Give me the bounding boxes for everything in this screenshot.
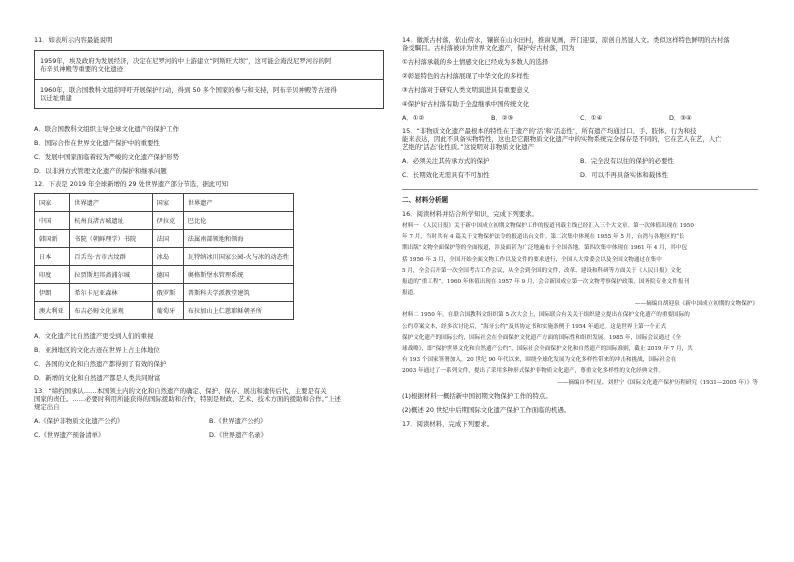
- q15-option-d: D．可以不再具备实体和载体性: [580, 171, 668, 179]
- q15-option-c: C．长期效化无需具有不可加性: [402, 171, 490, 179]
- q11-option-a: A．联合国教科文组织主导全球文化遗产的保护工作: [34, 125, 179, 133]
- q14-line-2: 备受瞩目。古村落被评为世界文化遗产，保护好古村落，因为: [402, 44, 575, 52]
- q14-option-a: A．①②: [402, 114, 425, 122]
- q13-options-row-2: [34, 431, 384, 439]
- q16-question-1: (1)根据材料一概括新中国初期文物保护工作的特点。: [402, 391, 552, 400]
- q14-item-3: ③古村落对于研究人类文明演进具有重要意义: [402, 86, 530, 94]
- q15-options-row-1: [402, 157, 758, 165]
- q14-item-2: ②彰显特色的古村落展现了中华文化的多样性: [402, 72, 530, 80]
- q15-options-row-2: [402, 171, 758, 179]
- q15-line-3: 艺绝的‘活态’化性质。”这说明对非物质文化遗产: [402, 143, 534, 151]
- right-column: [402, 36, 758, 428]
- q14-item-4: ④保护好古村落有助于全盘继承中国传统文化: [402, 100, 530, 108]
- table-row: 澳大利亚 布吉必姆文化景观 葡萄牙 布拉加山上仁慈耶稣朝圣所: [35, 302, 294, 320]
- table-row: 印度 拉贾斯坦邦斋浦尔城 德国 奥格斯堡水管理系统: [35, 266, 294, 284]
- left-column: [34, 36, 384, 439]
- q16-material-2-line: 材料二 1950 年，在联合国教科文组织第 5 次大会上，国际联合有关关于组织建立提出在保护文化遗产的重要国际的: [402, 312, 690, 319]
- q11-table: [34, 50, 384, 109]
- q16-source-1: ——摘编自胡迎泉《新中国成立初期的文物保护》: [634, 301, 758, 308]
- q14-option-d: D．③④: [669, 114, 692, 122]
- q14-line-1: 14．徽派古村落，依山傍水，镶嵌在山水田村，推窗见画，开门迎景，原创自然显人文。类似这样特色鲜明的古村落: [402, 36, 730, 44]
- q11-stem: 11．如表所示内容最能说明: [34, 36, 113, 44]
- q15-option-a: A．必须关注其传承方式的保护: [402, 157, 490, 165]
- table-row: 韩国新 书院（朝鲜理学）书院 法国 法属南部领地和领海: [35, 230, 294, 248]
- q13-options-row-1: [34, 417, 384, 425]
- q15-line-1: 15．“非物质文化遗产最根本的特性在于遗产的‘活’和‘活态性’，所有遗产均通过口、手、肢体、行为和技: [402, 127, 697, 135]
- table-row: 日本 百舌鸟·古市古坟群 冰岛 瓦特纳冰川国家公园-火与冰的动态性: [35, 248, 294, 266]
- q12-option-a: A．文化遗产比自然遗产更受到人们的重视: [34, 332, 154, 340]
- q16-material-1-line: 材料一 《人民日报》关于新中国成立初期文物保护工作的报道刊载主线已经汇入三个大文章。第一次体值出现在 1950: [402, 223, 694, 229]
- table-row: 中国 杭州良渚古城遗址 伊拉克 巴比伦: [35, 212, 294, 230]
- table-row: [35, 80, 384, 109]
- q16-stem: 16．阅读材料并结合所学知识，完成下列要求。: [402, 210, 538, 218]
- q14-option-c: C．①④: [580, 114, 603, 122]
- q14-options: [402, 114, 758, 122]
- q16-material-2-line: 公约草案文本，经多次讨论后，“海牙公约”及其协定书和实施条例于 1954 年通过。这是世界上第一个正式: [402, 323, 667, 330]
- q12-option-c: C．各国的文化和自然遗产都得到了有效的保护: [34, 360, 167, 368]
- q13-option-a: A.《保护非物质文化遗产公约》: [34, 417, 124, 425]
- q12-stem: 12．下表是 2019 年全球新增的 29 处世界遗产部分节选，据此可知: [34, 180, 229, 188]
- q11-option-c: C．发展中国家面临着较为严峻的文化遗产保护形势: [34, 153, 180, 161]
- q16-material-1-line: 5 月，全会召开第一次全国考古工作会议，从全会到全国的文件，改革、建设和科研等方面关于《人民日报》文化: [402, 267, 682, 274]
- q11-option-b: B．国际合作在世界文化遗产保护中的重要性: [34, 139, 160, 147]
- table-row: 伊朗 希尔卡尼亚森林 俄罗斯 普斯科夫学派教堂建筑: [35, 284, 294, 302]
- q16-material-1-line: 报道的“重工程”。1960 年体值出现在 1957 年 9 月，会合新国成立第一次文物考察保护政策，国务院专业文件报刊: [402, 279, 690, 286]
- q14-option-b: B．②③: [491, 114, 514, 122]
- section-divider: [402, 189, 758, 190]
- q13-line-2: 国家的责任。……必要时利用所能获得的国际援助和合作，特别是财政、艺术、技术方面的援助和合作。”上述: [34, 395, 341, 403]
- q13-option-d: D.《世界遗产名录》: [209, 431, 268, 439]
- q12-option-d: D．新增的文化和自然遗产都是人类共同财富: [34, 374, 161, 382]
- q16-material-2-line: 有 193 个国家签署加入。20 世纪 90 年代以来，围绕全球化发展为文化多样性带来的冲击和挑战，国际社会在: [402, 357, 677, 364]
- q16-question-2: (2)概述 20 世纪中后期国际文化遗产保护工作面临的机遇。: [402, 405, 571, 414]
- q16-material-2-line: 保护文化遗产的国际公约，国际社会在全面保护文化遗产方面的国际性和组织发展。1985 年，国际会议通过《全: [402, 334, 681, 341]
- table-cell: 1959年，埃及政府为发展经济，决定在尼罗河的中上游建立“阿斯旺大坝”，这可能会淹没尼罗河谷的阿 布辛贝神殿等重要的文化遗迹: [35, 51, 384, 80]
- table-row: [35, 51, 384, 80]
- q16-material-1-line: 年 7 月，当时共有 4 篇关于文物保护法令的报道出台文件。第二次集中体现在 1955 年 5 月，台湾与各地区的“长: [402, 234, 685, 241]
- q16-material-1-line: 括 1956 年 3 月，全国开始全面文物工作以及文件的要求进行，全国人大常委会以及全国文物通过在集中: [402, 256, 662, 263]
- q16-material-1-line: 期出版”文物全面保护等的全面报道，涉及面甚为广泛地遍布于全国各地。第四次集中体现在 1961 年 4 月，其中包: [402, 245, 688, 252]
- q12-table: [34, 193, 294, 320]
- q13-line-3: 规定出自: [34, 403, 60, 411]
- q15-option-b: B．完全没有以往的保护的必要性: [580, 157, 674, 165]
- q11-option-d: D．以非洲方式管理文化遗产的保护和继承问题: [34, 167, 167, 175]
- q14-item-1: ①古村落承载的乡土情感文化已经成为多数人的选择: [402, 58, 549, 66]
- q16-material-1-line: 报道。: [402, 290, 419, 297]
- q15-line-2: 能来表达，因此不具备实物特性，这也是它跟物质文化遗产中的实物系统完全保存是不同的，它在艺人在艺，人亡: [402, 135, 722, 143]
- table-cell: 1960年，联合国教科文组织呼吁开展保护行动，得到 50 多个国家的参与和支持，阿布辛贝神殿等古迹得 以迁址重建: [35, 80, 384, 109]
- q16-material-2-line: 2003 年通过了一系列文件，提出了采用多种形式保护非物质文化遗产，尊重文化多样性的文化经典文件。: [402, 368, 665, 375]
- q16-source-2: ——摘编自李红星、刘世宁《国际文化遗产保护历程研究（1931—2005 年）》等: [557, 379, 758, 386]
- q13-option-b: B.《世界遗产公约》: [209, 417, 267, 425]
- q13-option-c: C.《世界遗产预备清单》: [34, 431, 105, 439]
- q16-material-2-line: 球战略》，即“保护世界文化和自然遗产公约”，国际社会全面保护文化和自然遗产的国际准则，截止 2019 年 7 月，共: [402, 346, 693, 353]
- q12-option-b: B．亚洲地区的文化古迹在世界上占主体地位: [34, 346, 160, 354]
- table-row: 国家 世界遗产 国家 世界遗产: [35, 194, 294, 212]
- q17-stem: 17．阅读材料，完成下列要求。: [402, 419, 494, 428]
- q13-line-1: 13．“缔约国承认……本国领土内的文化和自然遗产的确定、保护、保存、展出和遗传后代，主要是有关: [34, 387, 327, 395]
- section-title: 二、材料分析题: [402, 196, 449, 204]
